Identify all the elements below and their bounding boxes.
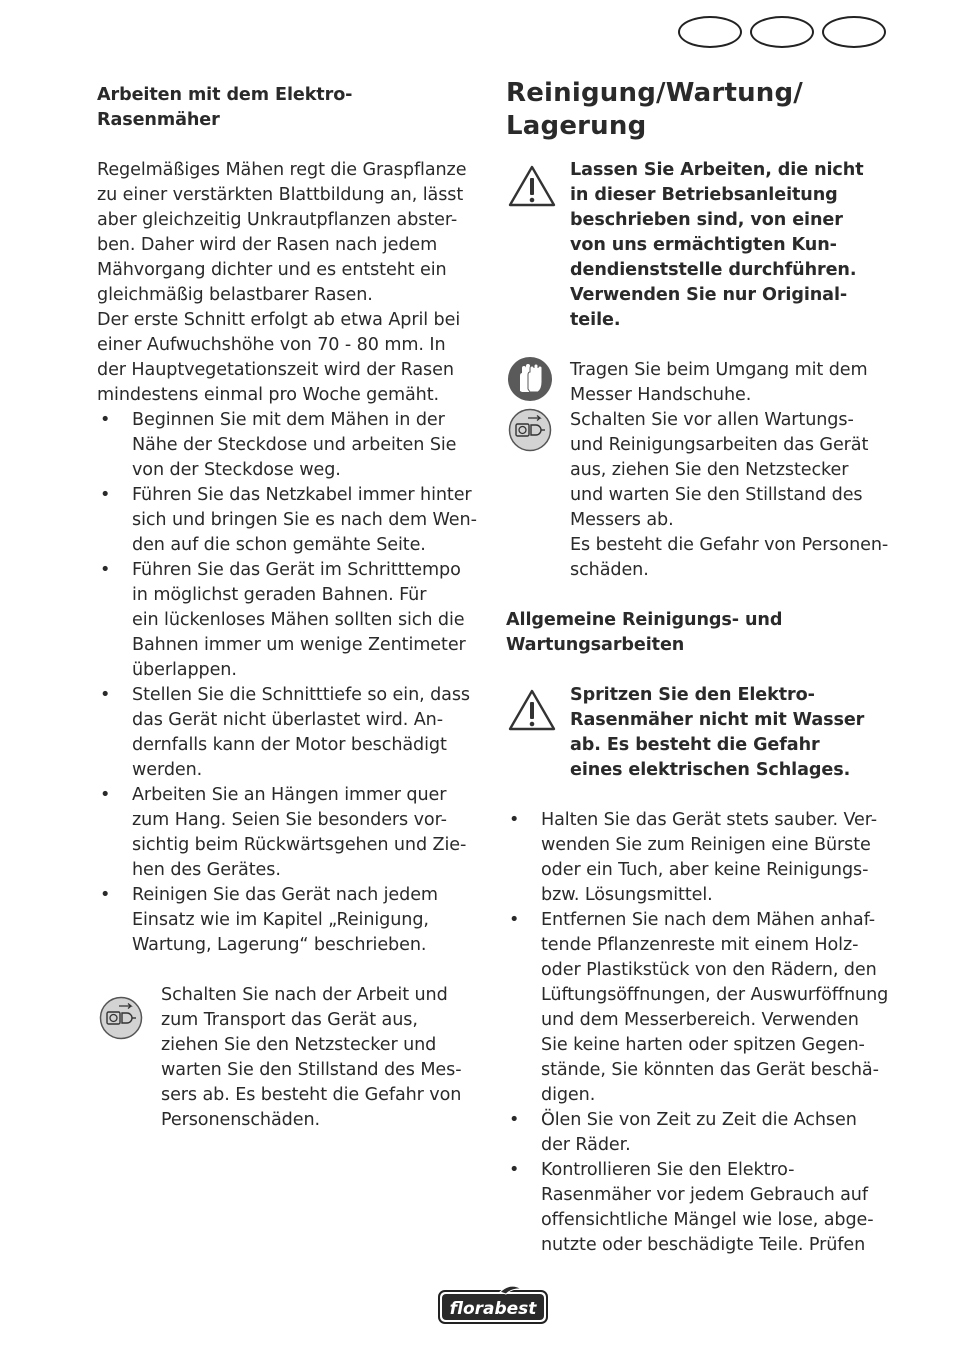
text-line: ab. Es besteht die Gefahr <box>570 735 820 755</box>
list-item: • Führen Sie das Gerät im Schritttempo in möglichst geraden Bahnen. Für ein lückenloses Mähen sollten sich die Bahnen immer um wenige Zentimeter überlappen. <box>100 560 466 680</box>
text-line: Es besteht die Gefahr von Personen- <box>570 535 889 555</box>
text-line: ben. Daher wird der Rasen nach jedem <box>97 235 438 255</box>
heading-line: Wartungsarbeiten <box>506 635 685 655</box>
heading-line: Arbeiten mit dem Elektro- <box>97 85 353 105</box>
text-line: beschrieben sind, von einer <box>570 210 843 230</box>
heading-line: Rasenmäher <box>97 110 220 130</box>
text-line: und warten Sie den Stillstand des <box>570 485 863 505</box>
section-heading-working <box>97 83 352 133</box>
text-line: eines elektrischen Schlages. <box>570 760 851 780</box>
text-line: Verwenden Sie nur Original- <box>570 285 848 305</box>
text-line: in dieser Betriebsanleitung <box>570 185 838 205</box>
text-line: aus, ziehen Sie den Netzstecker <box>570 460 849 480</box>
text-line: Schalten Sie vor allen Wartungs- <box>570 410 854 430</box>
list-item: • Entfernen Sie nach dem Mähen anhaf- tende Pflanzenreste mit einem Holz- oder Plastikstück von den Rädern, den Lüftungsöffnungen, der Auswurföffnung und dem Messerbereich. Verwenden Sie keine harten oder spitzen Gegen- stände, Sie könnten das Gerät beschä- digen. <box>509 910 889 1105</box>
list-item: • Ölen Sie von Zeit zu Zeit die Achsen der Räder. <box>509 1110 857 1155</box>
list-item: • Kontrollieren Sie den Elektro- Rasenmäher vor jedem Gebrauch auf offensichtliche Mängel wie lose, abge- nutzte oder beschädigte Teile. Prüfen <box>509 1160 874 1255</box>
text-line: sers ab. Es besteht die Gefahr von <box>161 1085 462 1105</box>
text-line: einer Aufwuchshöhe von 70 - 80 mm. In <box>97 335 446 355</box>
text-line: teile. <box>570 310 621 330</box>
text-line: mindestens einmal pro Woche gemäht. <box>97 385 440 405</box>
text-line: gleichmäßig belastbarer Rasen. <box>97 285 373 305</box>
warning-water <box>570 683 900 783</box>
text-line: von uns ermächtigten Kun- <box>570 235 837 255</box>
heading-line: Allgemeine Reinigungs- und <box>506 610 783 630</box>
page-title: Reinigung/Wartung/ Lagerung <box>506 78 804 141</box>
text-line: Schalten Sie nach der Arbeit und <box>161 985 448 1005</box>
text-line: der Hauptvegetationszeit wird der Rasen <box>97 360 454 380</box>
language-oval-icon <box>678 16 742 48</box>
warning-authorized-service <box>570 158 900 333</box>
cleaning-bullet-list <box>506 808 906 1258</box>
text-line: zu einer verstärkten Blattbildung an, lässt <box>97 185 464 205</box>
text-line: Der erste Schnitt erfolgt ab etwa April bei <box>97 310 461 330</box>
florabest-logo <box>438 1285 548 1325</box>
list-item: • Stellen Sie die Schnitttiefe so ein, dass das Gerät nicht überlastet wird. An- dernfalls kann der Motor beschädigt werden. <box>100 685 470 780</box>
language-oval-icon <box>822 16 886 48</box>
section-heading-general-cleaning <box>506 608 782 658</box>
text-line: Regelmäßiges Mähen regt die Graspflanze <box>97 160 467 180</box>
text-line: Rasenmäher nicht mit Wasser <box>570 710 865 730</box>
list-item: • Beginnen Sie mit dem Mähen in der Nähe der Steckdose und arbeiten Sie von der Steckdose weg. <box>100 410 457 480</box>
list-item: • Arbeiten Sie an Hängen immer quer zum Hang. Seien Sie besonders vor- sichtig beim Rückwärtsgehen und Zie- hen des Gerätes. <box>100 785 467 880</box>
text-line: schäden. <box>570 560 649 580</box>
unplug-icon <box>508 408 552 452</box>
text-line: warten Sie den Stillstand des Mes- <box>161 1060 462 1080</box>
language-ovals <box>678 16 886 48</box>
working-bullet-list <box>97 408 487 958</box>
gloves-unplug-text <box>570 358 900 583</box>
text-line: Tragen Sie beim Umgang mit dem <box>570 360 868 380</box>
text-line: dendienststelle durchführen. <box>570 260 857 280</box>
text-line: Lassen Sie Arbeiten, die nicht <box>570 160 864 180</box>
text-line: ziehen Sie den Netzstecker und <box>161 1035 437 1055</box>
list-item: • Halten Sie das Gerät stets sauber. Ver- wenden Sie zum Reinigen eine Bürste oder ein Tuch, aber keine Reinigungs- bzw. Lösungsmittel. <box>509 810 877 905</box>
brand-name: florabest <box>449 1299 537 1319</box>
text-line: aber gleichzeitig Unkrautpflanzen abster- <box>97 210 458 230</box>
unplug-icon <box>99 996 143 1040</box>
text-line: zum Transport das Gerät aus, <box>161 1010 418 1030</box>
text-line: Messer Handschuhe. <box>570 385 752 405</box>
text-line: Spritzen Sie den Elektro- <box>570 685 815 705</box>
text-line: und Reinigungsarbeiten das Gerät <box>570 435 869 455</box>
text-line: Personenschäden. <box>161 1110 321 1130</box>
list-item: • Reinigen Sie das Gerät nach jedem Einsatz wie im Kapitel „Reinigung, Wartung, Lagerung“ beschrieben. <box>100 885 438 955</box>
intro-paragraph <box>97 158 487 408</box>
warning-triangle-icon <box>507 164 557 208</box>
text-line: Mähvorgang dichter und es entsteht ein <box>97 260 447 280</box>
gloves-icon <box>507 356 553 402</box>
unplug-note <box>161 983 481 1133</box>
language-oval-icon <box>750 16 814 48</box>
list-item: • Führen Sie das Netzkabel immer hinter sich und bringen Sie es nach dem Wen- den auf die schon gemähte Seite. <box>100 485 477 555</box>
text-line: Messers ab. <box>570 510 674 530</box>
warning-triangle-icon <box>507 688 557 732</box>
